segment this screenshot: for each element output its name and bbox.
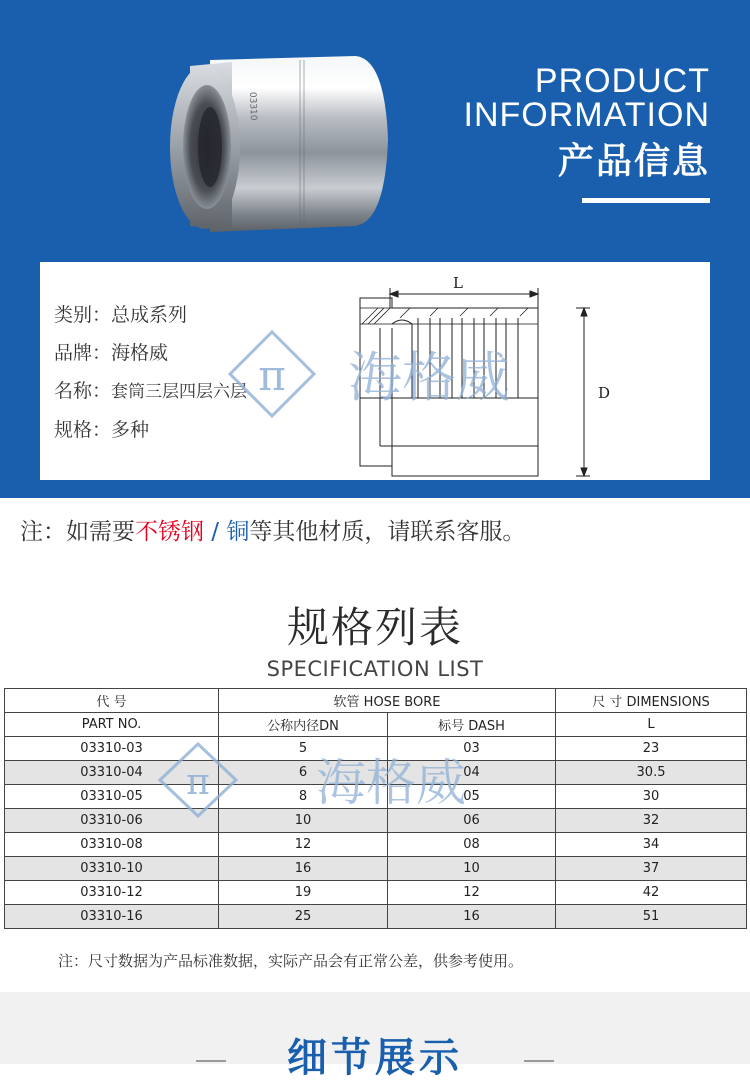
length-label: L bbox=[453, 274, 463, 292]
product-banner bbox=[0, 0, 750, 498]
attr-category bbox=[54, 296, 247, 334]
header-dn: 公称内径DN bbox=[219, 713, 388, 737]
cell-dn: 16 bbox=[219, 857, 388, 881]
cell-dash: 04 bbox=[388, 761, 556, 785]
spec-table bbox=[4, 688, 747, 929]
ferrule-image bbox=[0, 0, 420, 262]
cell-part: 03310-10 bbox=[5, 857, 219, 881]
header-hose-bore: 软管 HOSE BORE bbox=[219, 689, 556, 713]
cell-part: 03310-12 bbox=[5, 881, 219, 905]
cell-part: 03310-06 bbox=[5, 809, 219, 833]
note-separator: / bbox=[204, 519, 227, 545]
attr-key: 名称： bbox=[54, 380, 112, 402]
cell-part: 03310-03 bbox=[5, 737, 219, 761]
heading-cn: 产品信息 bbox=[557, 141, 710, 182]
header-code-cn: 代 号 bbox=[5, 689, 219, 713]
table-row bbox=[5, 737, 747, 761]
table-header-row bbox=[5, 689, 747, 713]
cell-part: 03310-05 bbox=[5, 785, 219, 809]
cell-part: 03310-04 bbox=[5, 761, 219, 785]
product-info-heading bbox=[464, 64, 710, 186]
watermark-text: 海格威 bbox=[316, 754, 466, 812]
cell-l: 30 bbox=[556, 785, 747, 809]
header-part-no: PART NO. bbox=[5, 713, 219, 737]
table-row bbox=[5, 809, 747, 833]
watermark-symbol: π bbox=[186, 762, 210, 803]
cell-dn: 6 bbox=[219, 761, 388, 785]
watermark-text: 海格威 bbox=[348, 346, 510, 409]
cell-dash: 03 bbox=[388, 737, 556, 761]
product-photo bbox=[0, 0, 420, 262]
product-attributes bbox=[54, 296, 247, 449]
cell-l: 37 bbox=[556, 857, 747, 881]
table-row bbox=[5, 785, 747, 809]
heading-underline bbox=[582, 198, 710, 203]
cell-l: 42 bbox=[556, 881, 747, 905]
cell-part: 03310-16 bbox=[5, 905, 219, 929]
attr-key: 规格： bbox=[54, 419, 112, 441]
cell-dn: 5 bbox=[219, 737, 388, 761]
cell-dn: 25 bbox=[219, 905, 388, 929]
table-row bbox=[5, 761, 747, 785]
heading-en-line2: INFORMATION bbox=[463, 96, 710, 134]
cell-dash: 12 bbox=[388, 881, 556, 905]
header-dash: 标号 DASH bbox=[388, 713, 556, 737]
attr-name bbox=[54, 372, 247, 411]
attr-value: 总成系列 bbox=[111, 304, 188, 326]
table-subheader-row bbox=[5, 713, 747, 737]
cell-dn: 10 bbox=[219, 809, 388, 833]
details-section-title: 细节展示 bbox=[287, 1035, 463, 1081]
cell-l: 51 bbox=[556, 905, 747, 929]
cell-l: 32 bbox=[556, 809, 747, 833]
note-copper: 铜 bbox=[226, 519, 250, 545]
cell-part: 03310-08 bbox=[5, 833, 219, 857]
table-row bbox=[5, 833, 747, 857]
material-note bbox=[20, 512, 525, 552]
cell-l: 30.5 bbox=[556, 761, 747, 785]
diameter-label: D bbox=[598, 384, 611, 402]
cell-l: 23 bbox=[556, 737, 747, 761]
attr-key: 品牌： bbox=[54, 342, 112, 364]
cell-dash: 16 bbox=[388, 905, 556, 929]
attr-brand bbox=[54, 334, 247, 372]
table-row bbox=[5, 905, 747, 929]
cell-l: 34 bbox=[556, 833, 747, 857]
table-row bbox=[5, 857, 747, 881]
table-footnote: 注：尺寸数据为产品标准数据，实际产品会有正常公差，供参考使用。 bbox=[58, 952, 524, 970]
cell-dash: 10 bbox=[388, 857, 556, 881]
cell-dash: 08 bbox=[388, 833, 556, 857]
spec-title-en: SPECIFICATION LIST bbox=[266, 657, 484, 681]
table-row bbox=[5, 881, 747, 905]
attr-value: 海格威 bbox=[111, 342, 169, 364]
svg-text:03310: 03310 bbox=[247, 91, 258, 121]
note-suffix: 等其他材质，请联系客服。 bbox=[249, 519, 526, 545]
note-prefix: 注：如需要 bbox=[20, 519, 135, 545]
cell-dash: 06 bbox=[388, 809, 556, 833]
cell-dn: 19 bbox=[219, 881, 388, 905]
heading-en-line1: PRODUCT bbox=[534, 62, 710, 100]
attr-key: 类别： bbox=[54, 304, 112, 326]
spec-title-cn: 规格列表 bbox=[286, 603, 463, 652]
attr-value: 多种 bbox=[111, 419, 150, 441]
technical-drawing bbox=[340, 268, 710, 480]
header-dimensions: 尺 寸 DIMENSIONS bbox=[556, 689, 747, 713]
note-stainless: 不锈钢 bbox=[135, 519, 204, 545]
product-info-panel bbox=[40, 262, 710, 480]
attr-value: 套筒三层四层六层 bbox=[111, 382, 248, 402]
cell-dn: 8 bbox=[219, 785, 388, 809]
attr-spec bbox=[54, 411, 247, 449]
header-l: L bbox=[556, 713, 747, 737]
watermark-symbol: π bbox=[258, 351, 286, 400]
cell-dash: 05 bbox=[388, 785, 556, 809]
cell-dn: 12 bbox=[219, 833, 388, 857]
